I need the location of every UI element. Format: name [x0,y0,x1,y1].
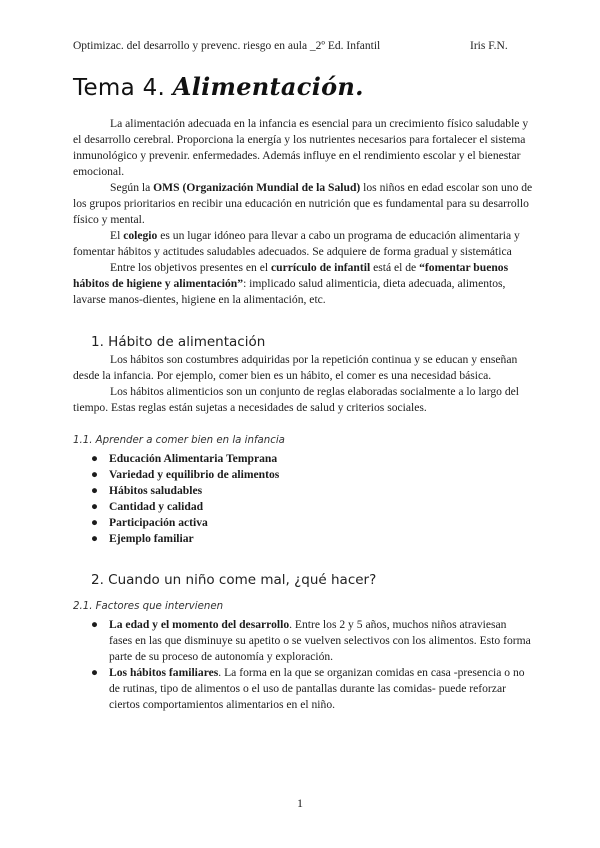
header-author: Iris F.N. [470,40,508,52]
list-item-label: Hábitos saludables [109,484,203,497]
bullet-icon: ● [91,618,99,631]
title-cursive: Alimentación. [172,72,364,101]
bullet-icon: ● [91,666,99,679]
text-run: Entre los objetivos presentes en el [110,261,271,274]
list-item [91,451,531,467]
list-item [91,617,531,665]
section-1-heading: 1. Hábito de alimentación [91,334,266,350]
text-run: El [110,229,124,242]
list-item-bold: La edad y el momento del desarrollo [109,618,290,631]
section-1-paragraph-1: Los hábitos son costumbres adquiridas por la repetición continua y se educan y enseñan desde la infancia. Por ejemplo, comer bien es un hábito, el comer es una necesidad básica. [73,353,518,382]
intro-paragraph-3 [73,228,533,260]
bullet-icon: ● [91,468,99,481]
list-item-label: Educación Alimentaria Temprana [109,452,278,465]
section-1-paragraph-2: Los hábitos alimenticios son un conjunto de reglas elaboradas socialmente a lo largo del tiempo. Estas reglas están sujetas a necesidades de salud y criterios sociales. [73,385,520,414]
list-item [91,467,531,483]
list-item [91,665,531,713]
text-run: Según la [110,181,154,194]
text-run: está el de [370,261,420,274]
intro-paragraph-2 [73,180,533,228]
bold-run: colegio [123,229,158,242]
text-run: es un lugar idóneo para llevar a cabo un programa de educación alimentaria y fomentar hábitos y actitudes saludables adecuados. Se adquiere de forma gradual y sistemática [73,229,520,258]
section-2-heading: 2. Cuando un niño come mal, ¿qué hacer? [91,572,377,588]
bold-run: “fomentar buenos hábitos de higiene y alimentación” [73,261,509,290]
list-item-label: Ejemplo familiar [109,532,194,545]
intro-text [73,116,533,308]
list-item-text: . Entre los 2 y 5 años, muchos niños atraviesan fases en las que disminuye su apetito o se vuelven selectivos con los alimentos. Esto forma parte de su proceso de autonomía y exploración. [109,618,531,663]
section-2-bullet-list [91,617,531,713]
bold-run: OMS (Organización Mundial de la Salud) [153,181,361,194]
title-prefix: Tema 4. [73,75,166,101]
list-item-label: Variedad y equilibrio de alimentos [109,468,280,481]
header-course-title: Optimizac. del desarrollo y prevenc. riesgo en aula _2º Ed. Infantil [73,40,381,52]
list-item [91,483,531,499]
list-item-label: Cantidad y calidad [109,500,204,513]
text-run: los niños en edad escolar son uno de los grupos prioritarios en recibir una educación en nutrición que es fundamental para su desarrollo físico y mental. [73,181,533,226]
subsection-1-1-heading: 1.1. Aprender a comer bien en la infancia [73,435,285,446]
subsection-2-1-heading: 2.1. Factores que intervienen [73,601,224,612]
list-item-label: Participación activa [109,516,208,529]
bullet-icon: ● [91,500,99,513]
list-item [91,515,531,531]
bullet-icon: ● [91,516,99,529]
text-run: : implicado salud alimenticia, dieta adecuada, alimentos, lavarse manos-dientes, higiene en la alimentación, etc. [73,277,506,306]
list-item [91,499,531,515]
list-item-bold: Los hábitos familiares [109,666,219,679]
section-1-text [73,352,533,416]
page-title [73,72,364,101]
bold-run: currículo de infantil [270,261,371,274]
bullet-icon: ● [91,484,99,497]
page-number: 1 [297,796,303,810]
intro-paragraph-4 [73,260,533,308]
section-1-bullet-list [91,451,531,547]
intro-paragraph-1: La alimentación adecuada en la infancia es esencial para un crecimiento físico saludable y el desarrollo cerebral. Proporciona la energía y los nutrientes necesarios para fortalecer el sistema inmunológico y prevenir. enfermedades. Además influye en el rendimiento escolar y el bienestar emocional. [73,117,529,178]
bullet-icon: ● [91,452,99,465]
bullet-icon: ● [91,532,99,545]
list-item-text: . La forma en la que se organizan comidas en casa -presencia o no de rutinas, tipo de alimentos o el uso de pantallas durante las comidas- puede reforzar ciertos comportamientos alimentarios en el niño. [109,666,525,711]
list-item [91,531,531,547]
